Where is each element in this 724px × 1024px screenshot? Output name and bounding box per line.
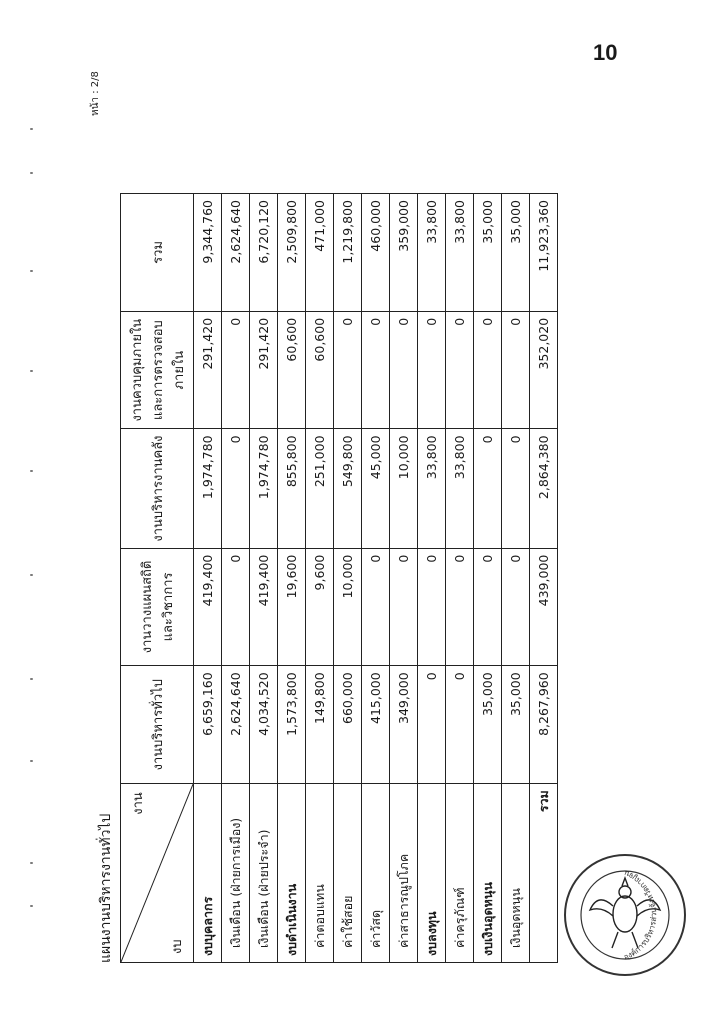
budget-table <box>120 193 558 963</box>
cell-value: 0 <box>362 548 390 666</box>
scan-speck <box>30 862 33 864</box>
scan-speck <box>30 905 33 907</box>
cell-value: 419,400 <box>250 548 278 666</box>
cell-value: 419,400 <box>194 548 222 666</box>
cell-value: 460,000 <box>362 194 390 312</box>
cell-value: 6,659,160 <box>194 666 222 784</box>
scan-speck <box>30 172 33 174</box>
column-header: งานควบคุมภายในและการตรวจสอบภายใน <box>121 311 194 429</box>
table-row <box>334 194 362 963</box>
cell-value: 0 <box>446 311 474 429</box>
cell-value: 33,800 <box>418 194 446 312</box>
cell-value: 251,000 <box>306 429 334 548</box>
cell-value: 0 <box>390 548 418 666</box>
cell-value: 60,600 <box>278 311 306 429</box>
cell-value: 0 <box>222 429 250 548</box>
cell-value: 2,624,640 <box>222 666 250 784</box>
cell-value: 35,000 <box>502 666 530 784</box>
cell-value: 349,000 <box>390 666 418 784</box>
scan-speck <box>30 128 33 130</box>
cell-value: 0 <box>362 311 390 429</box>
cell-value: 1,974,780 <box>250 429 278 548</box>
cell-value: 1,573,800 <box>278 666 306 784</box>
cell-value: 0 <box>418 666 446 784</box>
table-row <box>362 194 390 963</box>
row-label: งบเงินอุดหนุน <box>474 784 502 963</box>
table-row <box>474 194 502 963</box>
cell-value: 149,800 <box>306 666 334 784</box>
cell-value: 0 <box>446 666 474 784</box>
cell-value: 33,800 <box>418 429 446 548</box>
table-row <box>250 194 278 963</box>
table-row <box>194 194 222 963</box>
row-label: เงินเดือน (ฝ่ายการเมือง) <box>222 784 250 963</box>
scan-speck <box>30 760 33 762</box>
total-label: รวม <box>530 784 558 963</box>
cell-value: 35,000 <box>474 194 502 312</box>
column-header: งานบริหารงานคลัง <box>121 429 194 548</box>
cell-value: 1,219,800 <box>334 194 362 312</box>
cell-value: 10,000 <box>334 548 362 666</box>
cell-value: 19,600 <box>278 548 306 666</box>
cell-value: 10,000 <box>390 429 418 548</box>
corner-header <box>121 784 194 963</box>
cell-value: 35,000 <box>502 194 530 312</box>
column-header: งานวางแผนสถิติและวิชาการ <box>121 548 194 666</box>
row-label: งบบุคลากร <box>194 784 222 963</box>
scan-speck <box>30 470 33 472</box>
cell-value: 0 <box>502 311 530 429</box>
cell-value: 0 <box>474 429 502 548</box>
cell-value: 359,000 <box>390 194 418 312</box>
table-row <box>502 194 530 963</box>
table-row <box>446 194 474 963</box>
cell-value: 4,034,520 <box>250 666 278 784</box>
svg-text:องค์การบริหารส่วนจังหวัดกาญจนบ <box>560 868 658 983</box>
total-value: 8,267,960 <box>530 666 558 784</box>
row-label: เงินอุดหนุน <box>502 784 530 963</box>
corner-bottom-label: งบ <box>170 939 185 954</box>
table-row <box>222 194 250 963</box>
cell-value: 0 <box>418 548 446 666</box>
row-label: ค่าครุภัณฑ์ <box>446 784 474 963</box>
table-row <box>278 194 306 963</box>
cell-value: 0 <box>474 548 502 666</box>
cell-value: 2,624,640 <box>222 194 250 312</box>
cell-value: 0 <box>390 311 418 429</box>
cell-value: 0 <box>446 548 474 666</box>
cell-value: 33,800 <box>446 194 474 312</box>
cell-value: 60,600 <box>306 311 334 429</box>
cell-value: 291,420 <box>194 311 222 429</box>
cell-value: 2,509,800 <box>278 194 306 312</box>
cell-value: 471,000 <box>306 194 334 312</box>
row-label: ค่าใช้สอย <box>334 784 362 963</box>
cell-value: 0 <box>334 311 362 429</box>
total-value: 11,923,360 <box>530 194 558 312</box>
row-label: ค่าสาธารณูปโภค <box>390 784 418 963</box>
row-label: เงินเดือน (ฝ่ายประจำ) <box>250 784 278 963</box>
cell-value: 9,600 <box>306 548 334 666</box>
row-label: ค่าวัสดุ <box>362 784 390 963</box>
row-label: ค่าตอบแทน <box>306 784 334 963</box>
table-row <box>306 194 334 963</box>
cell-value: 9,344,760 <box>194 194 222 312</box>
column-header: งานบริหารทั่วไป <box>121 666 194 784</box>
corner-top-label: งาน <box>131 792 146 815</box>
row-label: งบลงทุน <box>418 784 446 963</box>
total-value: 439,000 <box>530 548 558 666</box>
cell-value: 0 <box>222 311 250 429</box>
cell-value: 45,000 <box>362 429 390 548</box>
scan-speck <box>30 574 33 576</box>
cell-value: 549,800 <box>334 429 362 548</box>
table-row <box>390 194 418 963</box>
cell-value: 291,420 <box>250 311 278 429</box>
cell-value: 660,000 <box>334 666 362 784</box>
document-title: แผนงานบริหารงานทั่วไป <box>98 813 114 963</box>
cell-value: 0 <box>502 429 530 548</box>
total-value: 2,864,380 <box>530 429 558 548</box>
scan-speck <box>30 370 33 372</box>
row-label: งบดำเนินงาน <box>278 784 306 963</box>
cell-value: 6,720,120 <box>250 194 278 312</box>
table-row <box>418 194 446 963</box>
rotated-document <box>95 193 555 963</box>
page-number: 10 <box>593 40 618 65</box>
official-seal <box>560 840 690 990</box>
scan-speck <box>30 270 33 272</box>
scan-speck <box>30 678 33 680</box>
total-value: 352,020 <box>530 311 558 429</box>
page-reference: หน้า : 2/8 <box>90 71 101 116</box>
header-row <box>121 194 194 963</box>
cell-value: 0 <box>222 548 250 666</box>
cell-value: 35,000 <box>474 666 502 784</box>
cell-value: 855,800 <box>278 429 306 548</box>
cell-value: 33,800 <box>446 429 474 548</box>
column-header: รวม <box>121 194 194 312</box>
cell-value: 1,974,780 <box>194 429 222 548</box>
seal-text: องค์การบริหารส่วนจังหวัดกาญจน <box>622 868 659 962</box>
cell-value: 415,000 <box>362 666 390 784</box>
cell-value: 0 <box>502 548 530 666</box>
cell-value: 0 <box>418 311 446 429</box>
cell-value: 0 <box>474 311 502 429</box>
total-row <box>530 194 558 963</box>
